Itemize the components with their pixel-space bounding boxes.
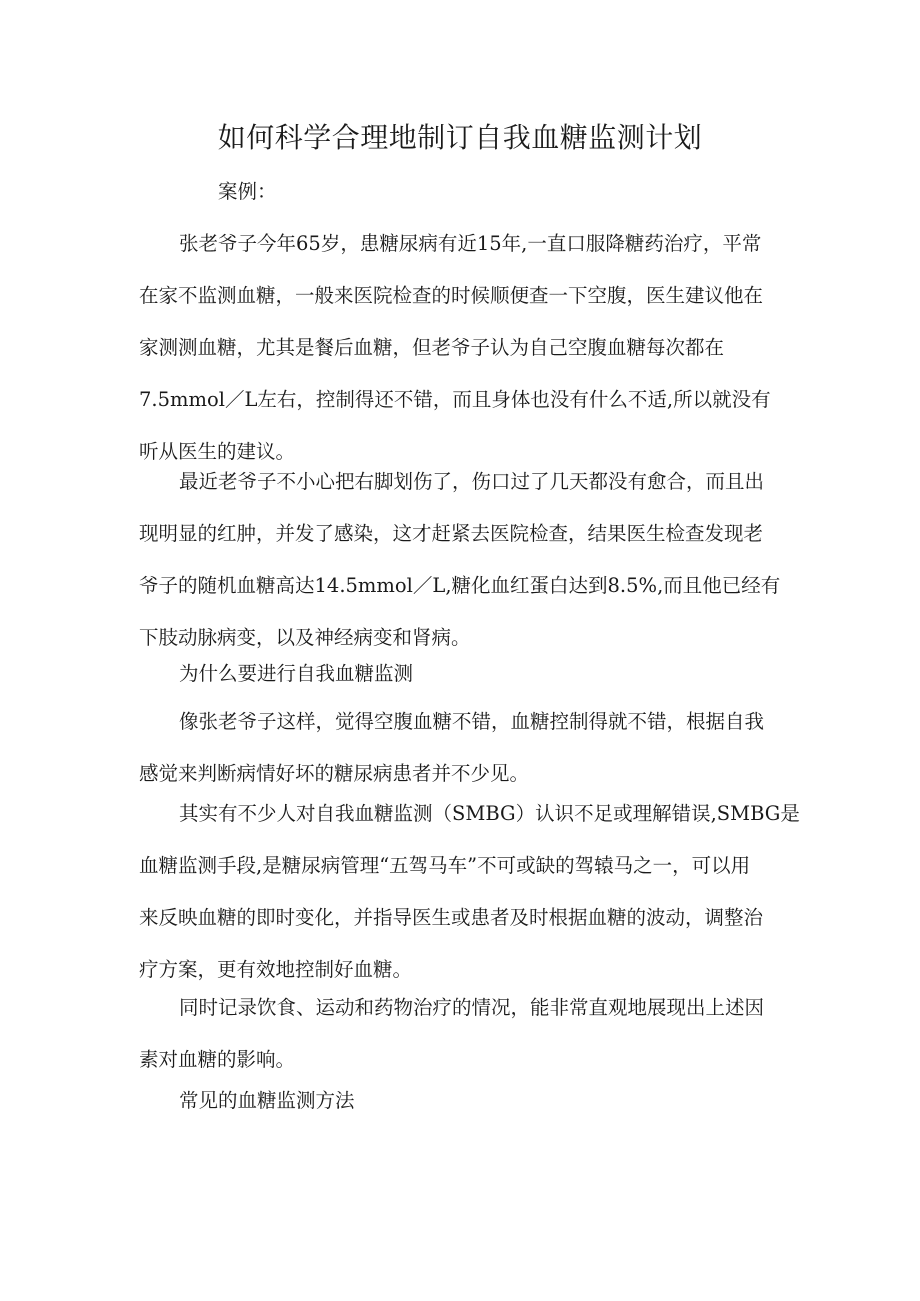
- text-line: 同时记录饮食、运动和药物治疗的情况，能非常直观地展现出上述因: [179, 996, 765, 1019]
- text-line: 张老爷子今年65岁，患糖尿病有近15年,一直口服降糖药治疗，平常: [179, 232, 762, 255]
- text-line: 疗方案，更有效地控制好血糖。: [139, 958, 413, 981]
- text-line: 爷子的随机血糖高达14.5mmol／L,糖化血红蛋白达到8.5%,而且他已经有: [139, 574, 781, 597]
- case-label: [139, 166, 789, 218]
- case-label-text: 案例：: [218, 180, 277, 203]
- text-line: 血糖监测手段,是糖尿病管理“五驾马车”不可或缺的驾辕马之一，可以用: [139, 854, 751, 877]
- text-line: 感觉来判断病情好坏的糖尿病患者并不少见。: [139, 762, 530, 785]
- text-line: 现明显的红肿，并发了感染，这才赶紧去医院检查，结果医生检查发现老: [139, 522, 764, 545]
- text-line: 来反映血糖的即时变化，并指导医生或患者及时根据血糖的波动，调整治: [139, 906, 764, 929]
- text-line: 素对血糖的影响。: [139, 1048, 296, 1071]
- paragraph-self-judgement: [139, 696, 789, 800]
- text-line: 最近老爷子不小心把右脚划伤了，伤口过了几天都没有愈合，而且出: [179, 470, 765, 493]
- text-line: 像张老爷子这样，觉得空腹血糖不错，血糖控制得就不错，根据自我: [179, 710, 765, 733]
- section-heading-text: 常见的血糖监测方法: [179, 1089, 355, 1112]
- paragraph-records: [139, 982, 789, 1086]
- section-heading-methods: [139, 1075, 789, 1127]
- text-line: 下肢动脉病变，以及神经病变和肾病。: [139, 626, 471, 649]
- section-heading-text: 为什么要进行自我血糖监测: [179, 662, 414, 685]
- text-line: 其实有不少人对自我血糖监测（SMBG）认识不足或理解错误,SMBG是: [179, 802, 800, 825]
- section-heading-why: [139, 648, 789, 700]
- text-line: 7.5mmol／L左右，控制得还不错，而且身体也没有什么不适,所以就没有: [139, 388, 771, 411]
- paragraph-case-story: [139, 218, 789, 478]
- text-line: 在家不监测血糖，一般来医院检查的时候顺便查一下空腹，医生建议他在: [139, 284, 764, 307]
- paragraph-injury: [139, 456, 789, 664]
- text-line: 家测测血糖，尤其是餐后血糖，但老爷子认为自己空腹血糖每次都在: [139, 336, 725, 359]
- paragraph-smbg: [139, 788, 800, 996]
- document-title: 如何科学合理地制订自我血糖监测计划: [217, 121, 703, 154]
- text-line: 听从医生的建议。: [139, 440, 296, 463]
